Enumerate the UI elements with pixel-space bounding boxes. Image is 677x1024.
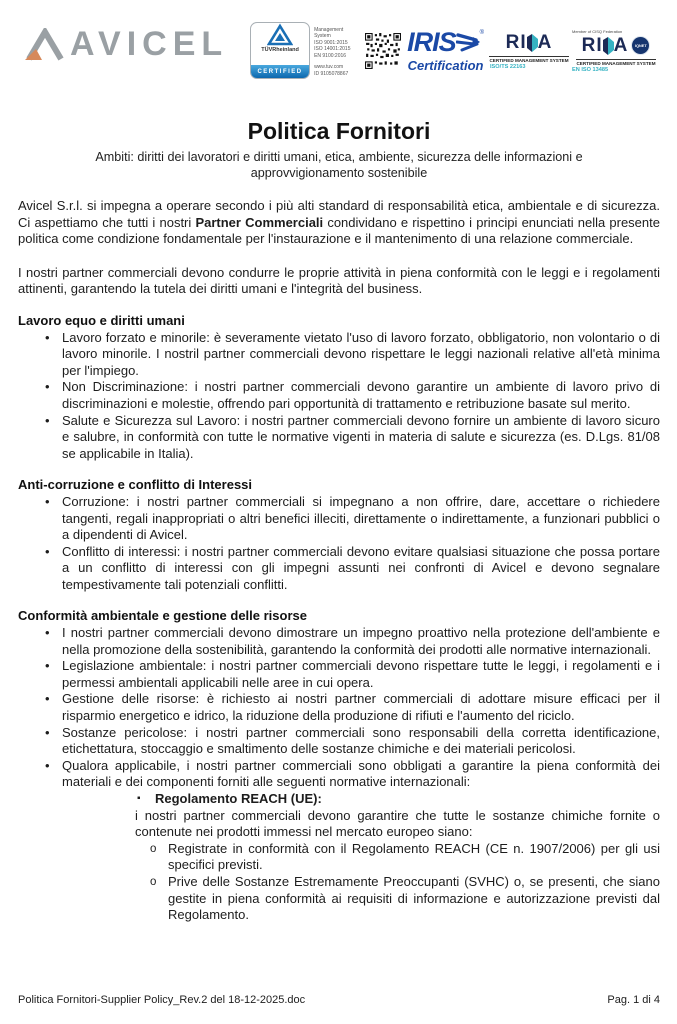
document-body <box>18 198 660 924</box>
rina-wordmark-left: RI <box>505 31 527 53</box>
list-item: • Conflitto di interessi: i nostri partner commerciali devono evitare qualsiasi situazione che possa portare a un conflitto di interessi con gli impegni assunti nei confronti di Avicel e devono segnalare tempestivamente tali potenziali conflitti. <box>45 543 660 592</box>
list-item: • Sostanze pericolose: i nostri partner commerciali sono responsabili della corretta identificazione, etichettatura, stoccaggio e smaltimento delle sostanze chimiche e dei materiali pericolosi. <box>45 724 660 757</box>
circle-bullet-icon: o <box>150 842 157 855</box>
rina-sail-icon <box>527 34 538 52</box>
reach-heading-row <box>135 791 660 808</box>
tuv-rheinland-badge <box>250 22 310 79</box>
circle-bullet-icon: o <box>150 875 157 888</box>
section-heading-lavoro-equo: Lavoro equo e diritti umani <box>18 312 185 328</box>
tuv-scheme-line: System <box>314 33 331 40</box>
list-item: • Gestione delle risorse: è richiesto ai nostri partner commerciali di adottare misure efficaci per il risparmio energetico e idrico, la riduzione della produzione di rifiuti e l'aumento del riciclo. <box>45 691 660 724</box>
tuv-website: www.tuv.com <box>314 64 344 71</box>
tuv-scheme-line: ISO 9001:2015 <box>314 39 348 46</box>
rina-en-iso-13485-logo <box>572 29 660 73</box>
rina-wordmark-right: A <box>537 31 553 53</box>
avicel-logo <box>18 20 228 62</box>
tuv-cert-id: ID 9105078867 <box>314 70 349 77</box>
partner-commerciali-bold: Partner Commerciali <box>195 214 324 230</box>
bullet-icon: • <box>45 329 50 345</box>
reach-heading: Regolamento REACH (UE): <box>155 791 322 806</box>
intro-paragraph-1 <box>18 198 660 248</box>
bullet-icon: • <box>45 493 50 509</box>
list-item: • Lavoro forzato e minorile: è severamente vietato l'uso di lavoro forzato, obbligatorio, non volontario o di lavoro minorile. I nostril partner commerciali devono rispettare le leggi nazionali relative all'età minima per l'impiego. <box>45 329 660 378</box>
bullet-icon: • <box>45 625 50 641</box>
list-item: • Legislazione ambientale: i nostri partner commerciali devono rispettare tutte le leggi, i regolamenti e i permessi ambientali applicabili nelle aree in cui opera. <box>45 658 660 690</box>
square-bullet-icon: ▪ <box>137 793 141 804</box>
section-heading-anti-corruzione: Anti-corruzione e conflitto di Interessi <box>18 477 253 493</box>
rina-sail-icon <box>603 37 614 55</box>
bullet-icon: • <box>45 658 50 674</box>
reach-intro: i nostri partner commerciali devono garantire che tutte le sostanze chimiche fornite o contenute nei prodotti immessi nel mercato europeo siano: <box>135 807 660 840</box>
iris-swoosh-icon <box>456 29 480 53</box>
avicel-wordmark: AVICEL <box>70 25 229 63</box>
rina-wordmark-right: A <box>613 34 629 56</box>
reach-list-item: o Prive delle Sostanze Estremamente Preoccupanti (SVHC) o, se presenti, che siano gestite in piena conformità ai requisiti di informazione e autorizzazione previsti dal Regolamento. <box>150 873 660 923</box>
intro-text: Avicel S.r.l. si impegna a operare secondo i più alti standard di responsabilità etica, ambientale e di sicurezza. Ci aspettiamo che tutti i nostri <box>18 198 660 230</box>
reach-list-item: o Registrate in conformità con il Regolamento REACH (CE n. 1907/2006) per gli usi specifici previsti. <box>150 840 660 873</box>
tuv-brand-label: TÜVRheinland <box>261 47 299 53</box>
footer-filename: Politica Fornitori-Supplier Policy_Rev.2 del 18-12-2025.doc <box>18 994 306 1006</box>
list-item: • Salute e Sicurezza sul Lavoro: i nostri partner commerciali devono fornire un ambiente di lavoro sicuro e salubre, in conformità con tutte le normative vigenti in materia di salute e sicurezza (es. D.Lgs. 81/08 se applicabile in Italia). <box>45 412 660 461</box>
tuv-scheme-line: ISO 14001:2015 <box>314 46 351 53</box>
iris-registered-mark: ® <box>479 30 484 36</box>
list-item-text: Qualora applicabile, i nostri partner commerciali sono obbligati a garantire la piena conformità dei materiali e dei componenti forniti alle seguenti normative internazionali: <box>62 757 660 790</box>
section-heading-conformita-ambientale: Conformità ambientale e gestione delle risorse <box>18 608 307 624</box>
bullet-icon: • <box>45 724 50 740</box>
cisq-member-label: Member of CISQ Federation <box>572 28 623 34</box>
reach-regulation-block <box>135 791 660 924</box>
bullet-icon: • <box>45 757 50 773</box>
list-item: • Corruzione: i nostri partner commerciali si impegnano a non offrire, dare, accettare o richiedere tangenti, regali inappropriati o altri benefici illeciti, direttamente o indirettamente, a funzionari pubblici o a dipendenti di Avicel. <box>45 493 660 543</box>
tuv-scheme-line: EN 9100:2016 <box>314 52 347 59</box>
bullet-icon: • <box>45 379 50 395</box>
iris-certification-logo <box>405 29 486 72</box>
iqnet-badge: IQNET <box>631 36 650 55</box>
rina-certified-line: CERTIFIED MANAGEMENT SYSTEM <box>576 60 656 66</box>
list-item: • Non Discriminazione: i nostri partner commerciali devono garantire un ambiente di lavoro privo di discriminazioni e molestie, offrendo pari opportunità di trattamento e retribuzione basate sul merito. <box>45 379 660 411</box>
rina-certified-line: CERTIFIED MANAGEMENT SYSTEM <box>489 57 569 63</box>
page-footer <box>18 994 660 1006</box>
avicel-a-icon <box>24 28 66 62</box>
tuv-triangle-icon <box>267 23 293 47</box>
page-header <box>18 20 660 92</box>
bullet-icon: • <box>45 691 50 707</box>
page-title: Politica Fornitori <box>247 118 431 144</box>
iris-wordmark: IRIS <box>407 27 456 57</box>
bullet-icon: • <box>45 543 50 559</box>
rina-wordmark-left: RI <box>581 34 603 56</box>
tuv-certified-band: CERTIFIED <box>251 65 309 78</box>
intro-text: condividano e rispettino i principi enunciati nella presente politica come condizione fondamentale per l'instaurazione e il mantenimento di una relazione commerciale. <box>18 214 660 247</box>
rina-standard-line: EN ISO 13485 <box>572 66 609 73</box>
section-list <box>45 625 660 924</box>
intro-paragraph-2: I nostri partner commerciali devono condurre le proprie attività in piena conformità con le leggi e i regolamenti attinenti, garantendo la tutela dei diritti umani e l'integrità del business. <box>18 264 660 297</box>
tuv-scheme-text <box>314 24 361 78</box>
rina-iso-ts-22163-logo <box>490 32 568 70</box>
rina-standard-line: ISO/TS 22163 <box>490 63 526 70</box>
list-item: • I nostri partner commerciali devono dimostrare un impegno proattivo nella protezione dell'ambiente e nella promozione della sostenibilità, garantendo la conformità dei prodotti alle normative internazionali. <box>45 625 660 657</box>
certification-logos <box>250 20 660 79</box>
tuv-scheme-line: Management <box>314 26 344 33</box>
section-list <box>45 330 660 463</box>
bullet-icon: • <box>45 412 50 428</box>
list-item <box>45 758 660 924</box>
iris-tagline: Certification <box>407 58 484 73</box>
qr-code-icon <box>365 33 401 69</box>
page-subtitle: Ambiti: diritti dei lavoratori e diritti umani, etica, ambiente, sicurezza delle informazioni e approvvigionamento sostenibile <box>95 150 583 180</box>
footer-page-number: Pag. 1 di 4 <box>607 994 660 1006</box>
section-list <box>45 494 660 594</box>
